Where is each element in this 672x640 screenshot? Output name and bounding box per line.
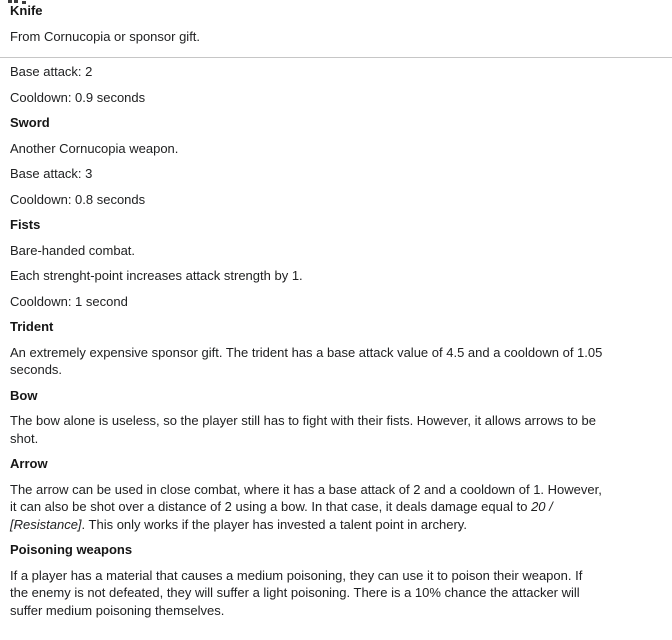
text-run: Fists bbox=[10, 217, 41, 232]
paragraph bbox=[10, 293, 662, 311]
text-line bbox=[10, 114, 662, 132]
text-run: The bow alone is useless, so the player still has to fight with their fists. However, it allows arrows to be bbox=[10, 413, 596, 428]
text-line bbox=[10, 140, 662, 158]
text-line bbox=[10, 516, 662, 534]
italic-text-run: 20 / bbox=[531, 499, 553, 514]
text-line bbox=[10, 498, 662, 516]
paragraph bbox=[10, 140, 662, 158]
text-run: Cooldown: 1 second bbox=[10, 293, 128, 309]
text-line bbox=[10, 455, 662, 473]
text-line bbox=[10, 387, 662, 405]
text-run: Each strenght-point increases attack strength by 1. bbox=[10, 268, 303, 283]
clipped-line-fragment bbox=[8, 0, 12, 3]
paragraph bbox=[10, 28, 662, 46]
text-line bbox=[10, 541, 662, 559]
text-line bbox=[10, 242, 662, 260]
paragraph bbox=[10, 412, 662, 447]
section-heading bbox=[10, 318, 662, 336]
section-heading bbox=[10, 2, 662, 20]
paragraph bbox=[10, 63, 662, 81]
text-line bbox=[10, 165, 662, 183]
text-run: Poisoning weapons bbox=[10, 542, 133, 557]
text-line bbox=[10, 28, 662, 46]
paragraph bbox=[10, 165, 662, 183]
text-line bbox=[10, 412, 662, 430]
section-divider bbox=[0, 57, 672, 58]
text-run: Trident bbox=[10, 319, 54, 334]
text-run: seconds. bbox=[10, 362, 63, 377]
paragraph bbox=[10, 242, 662, 260]
text-line bbox=[10, 584, 662, 602]
italic-text-run: [Resistance] bbox=[10, 516, 82, 532]
text-line bbox=[10, 602, 662, 620]
paragraph bbox=[10, 89, 662, 107]
section-heading bbox=[10, 541, 662, 559]
text-run: suffer medium poisoning themselves. bbox=[10, 602, 225, 618]
text-run: The arrow can be used in close combat, where it has a base attack of 2 and a cooldown of 1. However, bbox=[10, 481, 602, 497]
text-run: An extremely expensive sponsor gift. The trident has a base attack value of 4.5 and a cooldown of 1.05 bbox=[10, 344, 603, 360]
text-line bbox=[10, 361, 662, 379]
text-line bbox=[10, 344, 662, 362]
text-line bbox=[10, 2, 662, 20]
text-run: the enemy is not defeated, they will suffer a light poisoning. There is a 10% chance the attacker will bbox=[10, 585, 580, 600]
text-run: Cooldown: 0.9 seconds bbox=[10, 89, 146, 105]
section-heading bbox=[10, 114, 662, 132]
text-run: If a player has a material that causes a medium poisoning, they can use it to poison their weapon. If bbox=[10, 567, 583, 583]
text-line bbox=[10, 481, 662, 499]
text-line bbox=[10, 293, 662, 311]
paragraph bbox=[10, 191, 662, 209]
text-line bbox=[10, 63, 662, 81]
paragraph bbox=[10, 344, 662, 379]
paragraph bbox=[10, 267, 662, 285]
text-line bbox=[10, 216, 662, 234]
paragraph bbox=[10, 481, 662, 534]
text-run: From Cornucopia or sponsor gift. bbox=[10, 28, 201, 44]
section-heading bbox=[10, 455, 662, 473]
text-run: Arrow bbox=[10, 456, 48, 471]
text-line bbox=[10, 191, 662, 209]
text-run: Another Cornucopia weapon. bbox=[10, 140, 179, 156]
text-run: . This only works if the player has invested a talent point in archery. bbox=[81, 516, 467, 532]
section-heading bbox=[10, 387, 662, 405]
text-run: Bow bbox=[10, 387, 38, 403]
text-line bbox=[10, 567, 662, 585]
text-run: Bare-handed combat. bbox=[10, 242, 136, 258]
text-run: Cooldown: 0.8 seconds bbox=[10, 191, 146, 207]
text-run: Knife bbox=[10, 3, 43, 18]
text-run: Base attack: 3 bbox=[10, 166, 93, 181]
text-run: Base attack: 2 bbox=[10, 64, 93, 79]
paragraph bbox=[10, 567, 662, 620]
text-run: it can also be shot over a distance of 2 using a bow. In that case, it deals damage equal to bbox=[10, 499, 532, 514]
text-run: Sword bbox=[10, 115, 50, 130]
text-line bbox=[10, 89, 662, 107]
text-line bbox=[10, 318, 662, 336]
text-run: shot. bbox=[10, 430, 39, 446]
section-heading bbox=[10, 216, 662, 234]
text-line bbox=[10, 267, 662, 285]
text-line bbox=[10, 430, 662, 448]
